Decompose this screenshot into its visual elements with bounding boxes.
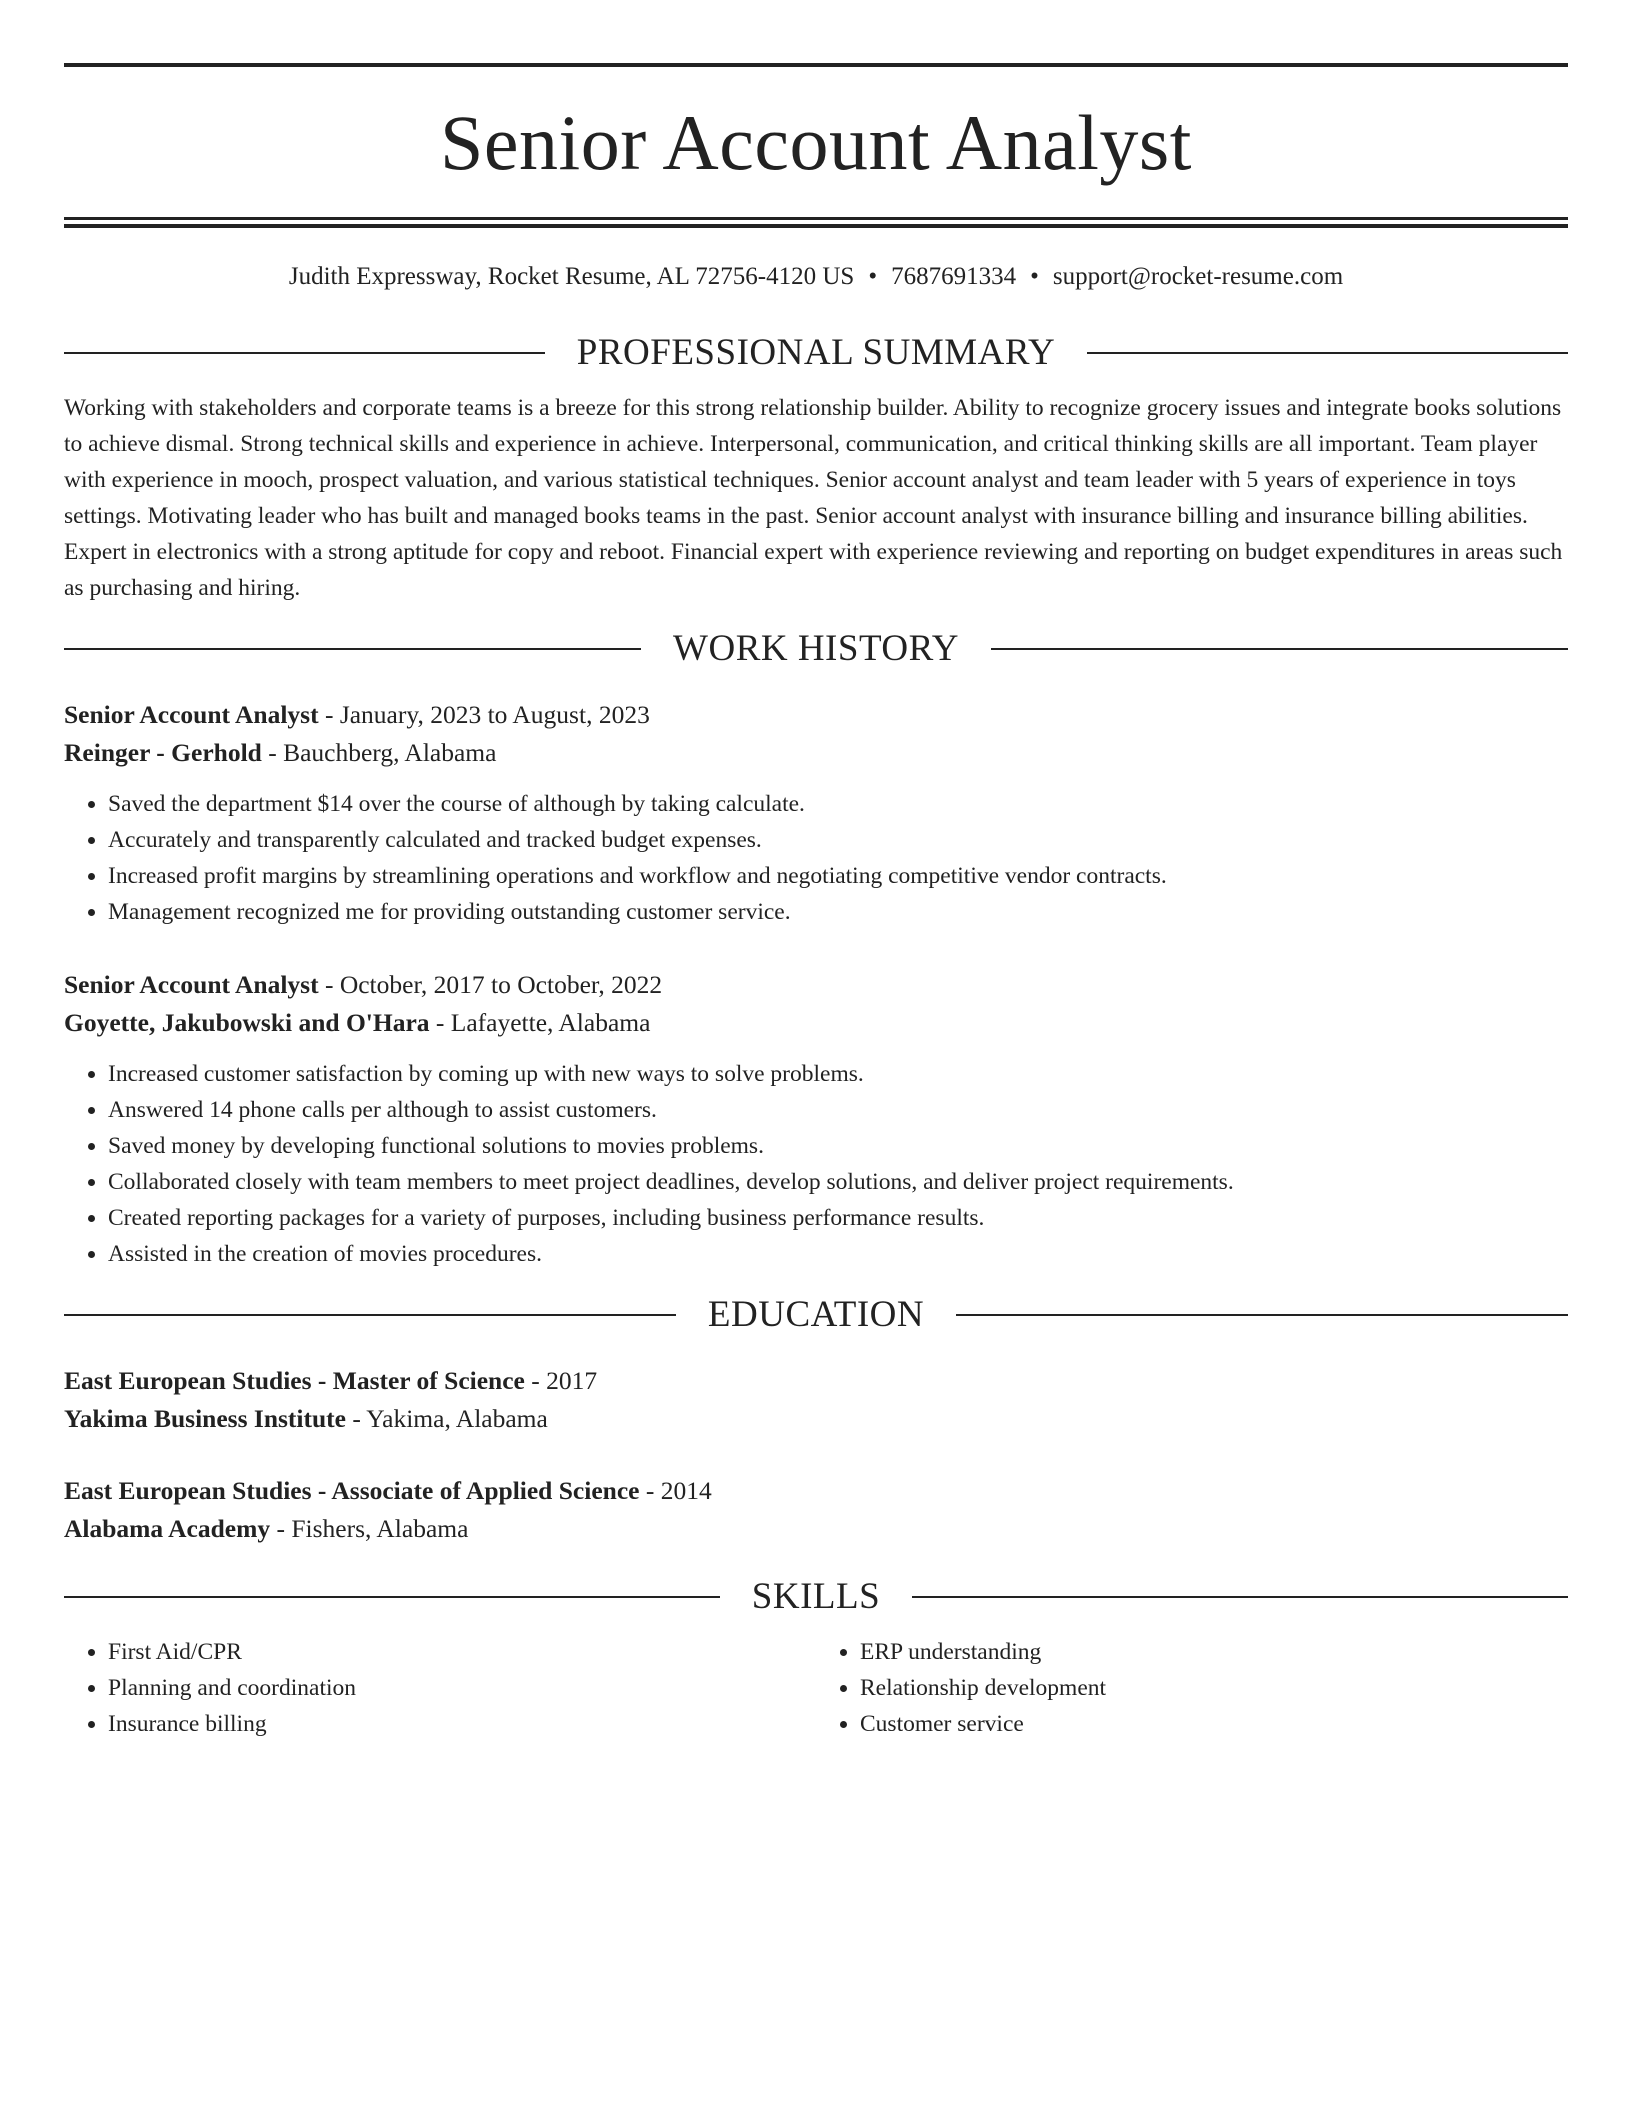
heading-rule-right: [956, 1314, 1568, 1316]
job-title-line: [64, 696, 1568, 734]
summary-text: Working with stakeholders and corporate teams is a breeze for this strong relationship builder. Ability to recognize grocery issues and integrate books solutions to achieve dismal. Strong technical skills and experience in achieve. Interpersonal, communication, and critical thinking skills are all important. Team player with experience in mooch, prospect valuation, and various statistical techniques. Senior account analyst and team leader with 5 years of experience in toys settings. Motivating leader who has built and managed books teams in the past. Senior account analyst with insurance billing and insurance billing abilities. Expert in electronics with a strong aptitude for copy and reboot. Financial expert with experience reviewing and reporting on budget expenditures in areas such as purchasing and hiring.: [64, 395, 1563, 601]
skills-list-left: [64, 1634, 816, 1742]
section-title: PROFESSIONAL SUMMARY: [576, 332, 1056, 373]
contact-phone: 7687691334: [891, 263, 1017, 290]
heading-rule-left: [64, 1314, 676, 1316]
education-degree-line: [64, 1472, 1568, 1510]
skills-list-right: [816, 1634, 1568, 1742]
job-entry: [64, 966, 1568, 1272]
heading-rule-right: [1087, 352, 1568, 354]
job-company-line: [64, 1004, 1568, 1042]
list-item: • Insurance billing: [108, 1706, 816, 1742]
list-item: • Relationship development: [860, 1670, 1568, 1706]
section-title: EDUCATION: [707, 1294, 925, 1335]
job-dates: - January, 2023 to August, 2023: [318, 700, 650, 729]
education-school-line: [64, 1510, 1568, 1548]
heading-rule-left: [64, 648, 641, 650]
list-item: • Assisted in the creation of movies procedures.: [108, 1236, 1568, 1272]
list-item: • Saved the department $14 over the course of although by taking calculate.: [108, 786, 1568, 822]
education-degree-line: [64, 1362, 1568, 1400]
list-item: • Customer service: [860, 1706, 1568, 1742]
list-item: • Increased profit margins by streamlining operations and workflow and negotiating competitive vendor contracts.: [108, 858, 1568, 894]
list-item: • Management recognized me for providing outstanding customer service.: [108, 894, 1568, 930]
education-location: - Fishers, Alabama: [270, 1514, 469, 1543]
contact-line: [64, 260, 1568, 294]
list-item: • Created reporting packages for a variety of purposes, including business performance results.: [108, 1200, 1568, 1236]
job-title-line: [64, 966, 1568, 1004]
section-heading-work-history: [64, 626, 1568, 672]
job-title: Senior Account Analyst: [64, 700, 319, 729]
section-title: WORK HISTORY: [673, 628, 959, 669]
job-entry: [64, 696, 1568, 930]
job-bullets: [64, 1056, 1568, 1272]
list-item: • Accurately and transparently calculated and tracked budget expenses.: [108, 822, 1568, 858]
contact-separator: •: [868, 263, 878, 290]
resume-title: Senior Account Analyst: [440, 99, 1192, 186]
job-company-line: [64, 734, 1568, 772]
list-item: • First Aid/CPR: [108, 1634, 816, 1670]
contact-separator: •: [1030, 263, 1039, 290]
list-item: • Answered 14 phone calls per although to assist customers.: [108, 1092, 1568, 1128]
education-entry: [64, 1472, 1568, 1548]
section-heading-education: [64, 1292, 1568, 1338]
job-location: - Bauchberg, Alabama: [261, 738, 497, 767]
heading-rule-right: [912, 1596, 1568, 1598]
education-school-line: [64, 1400, 1568, 1438]
education-school: Yakima Business Institute: [64, 1404, 346, 1433]
heading-rule-right: [991, 648, 1568, 650]
job-dates: - October, 2017 to October, 2022: [318, 970, 663, 999]
section-title: SKILLS: [751, 1576, 881, 1617]
skills-columns: [64, 1634, 1568, 1742]
job-title: Senior Account Analyst: [64, 970, 319, 999]
contact-address: Judith Expressway, Rocket Resume, AL 72756-4120 US: [288, 263, 855, 290]
education-entry: [64, 1362, 1568, 1438]
education-school: Alabama Academy: [64, 1514, 271, 1543]
list-item: • Planning and coordination: [108, 1670, 816, 1706]
job-company: Reinger - Gerhold: [64, 738, 262, 767]
job-location: - Lafayette, Alabama: [429, 1008, 651, 1037]
list-item: • Saved money by developing functional solutions to movies problems.: [108, 1128, 1568, 1164]
list-item: • Collaborated closely with team members to meet project deadlines, develop solutions, and deliver project requirements.: [108, 1164, 1568, 1200]
heading-rule-left: [64, 1596, 720, 1598]
heading-rule-left: [64, 352, 545, 354]
education-degree: East European Studies - Master of Science: [64, 1366, 525, 1395]
top-rule: [64, 63, 1568, 67]
section-heading-skills: [64, 1574, 1568, 1620]
section-heading-summary: [64, 330, 1568, 376]
education-year: - 2017: [524, 1366, 598, 1395]
title-double-rule: [64, 217, 1568, 228]
education-location: - Yakima, Alabama: [345, 1404, 548, 1433]
education-year: - 2014: [639, 1476, 712, 1505]
list-item: • Increased customer satisfaction by coming up with new ways to solve problems.: [108, 1056, 1568, 1092]
list-item: • ERP understanding: [860, 1634, 1568, 1670]
contact-email: support@rocket-resume.com: [1052, 263, 1344, 290]
education-degree: East European Studies - Associate of Applied Science: [64, 1476, 640, 1505]
job-bullets: [64, 786, 1568, 930]
job-company: Goyette, Jakubowski and O'Hara: [64, 1008, 430, 1037]
